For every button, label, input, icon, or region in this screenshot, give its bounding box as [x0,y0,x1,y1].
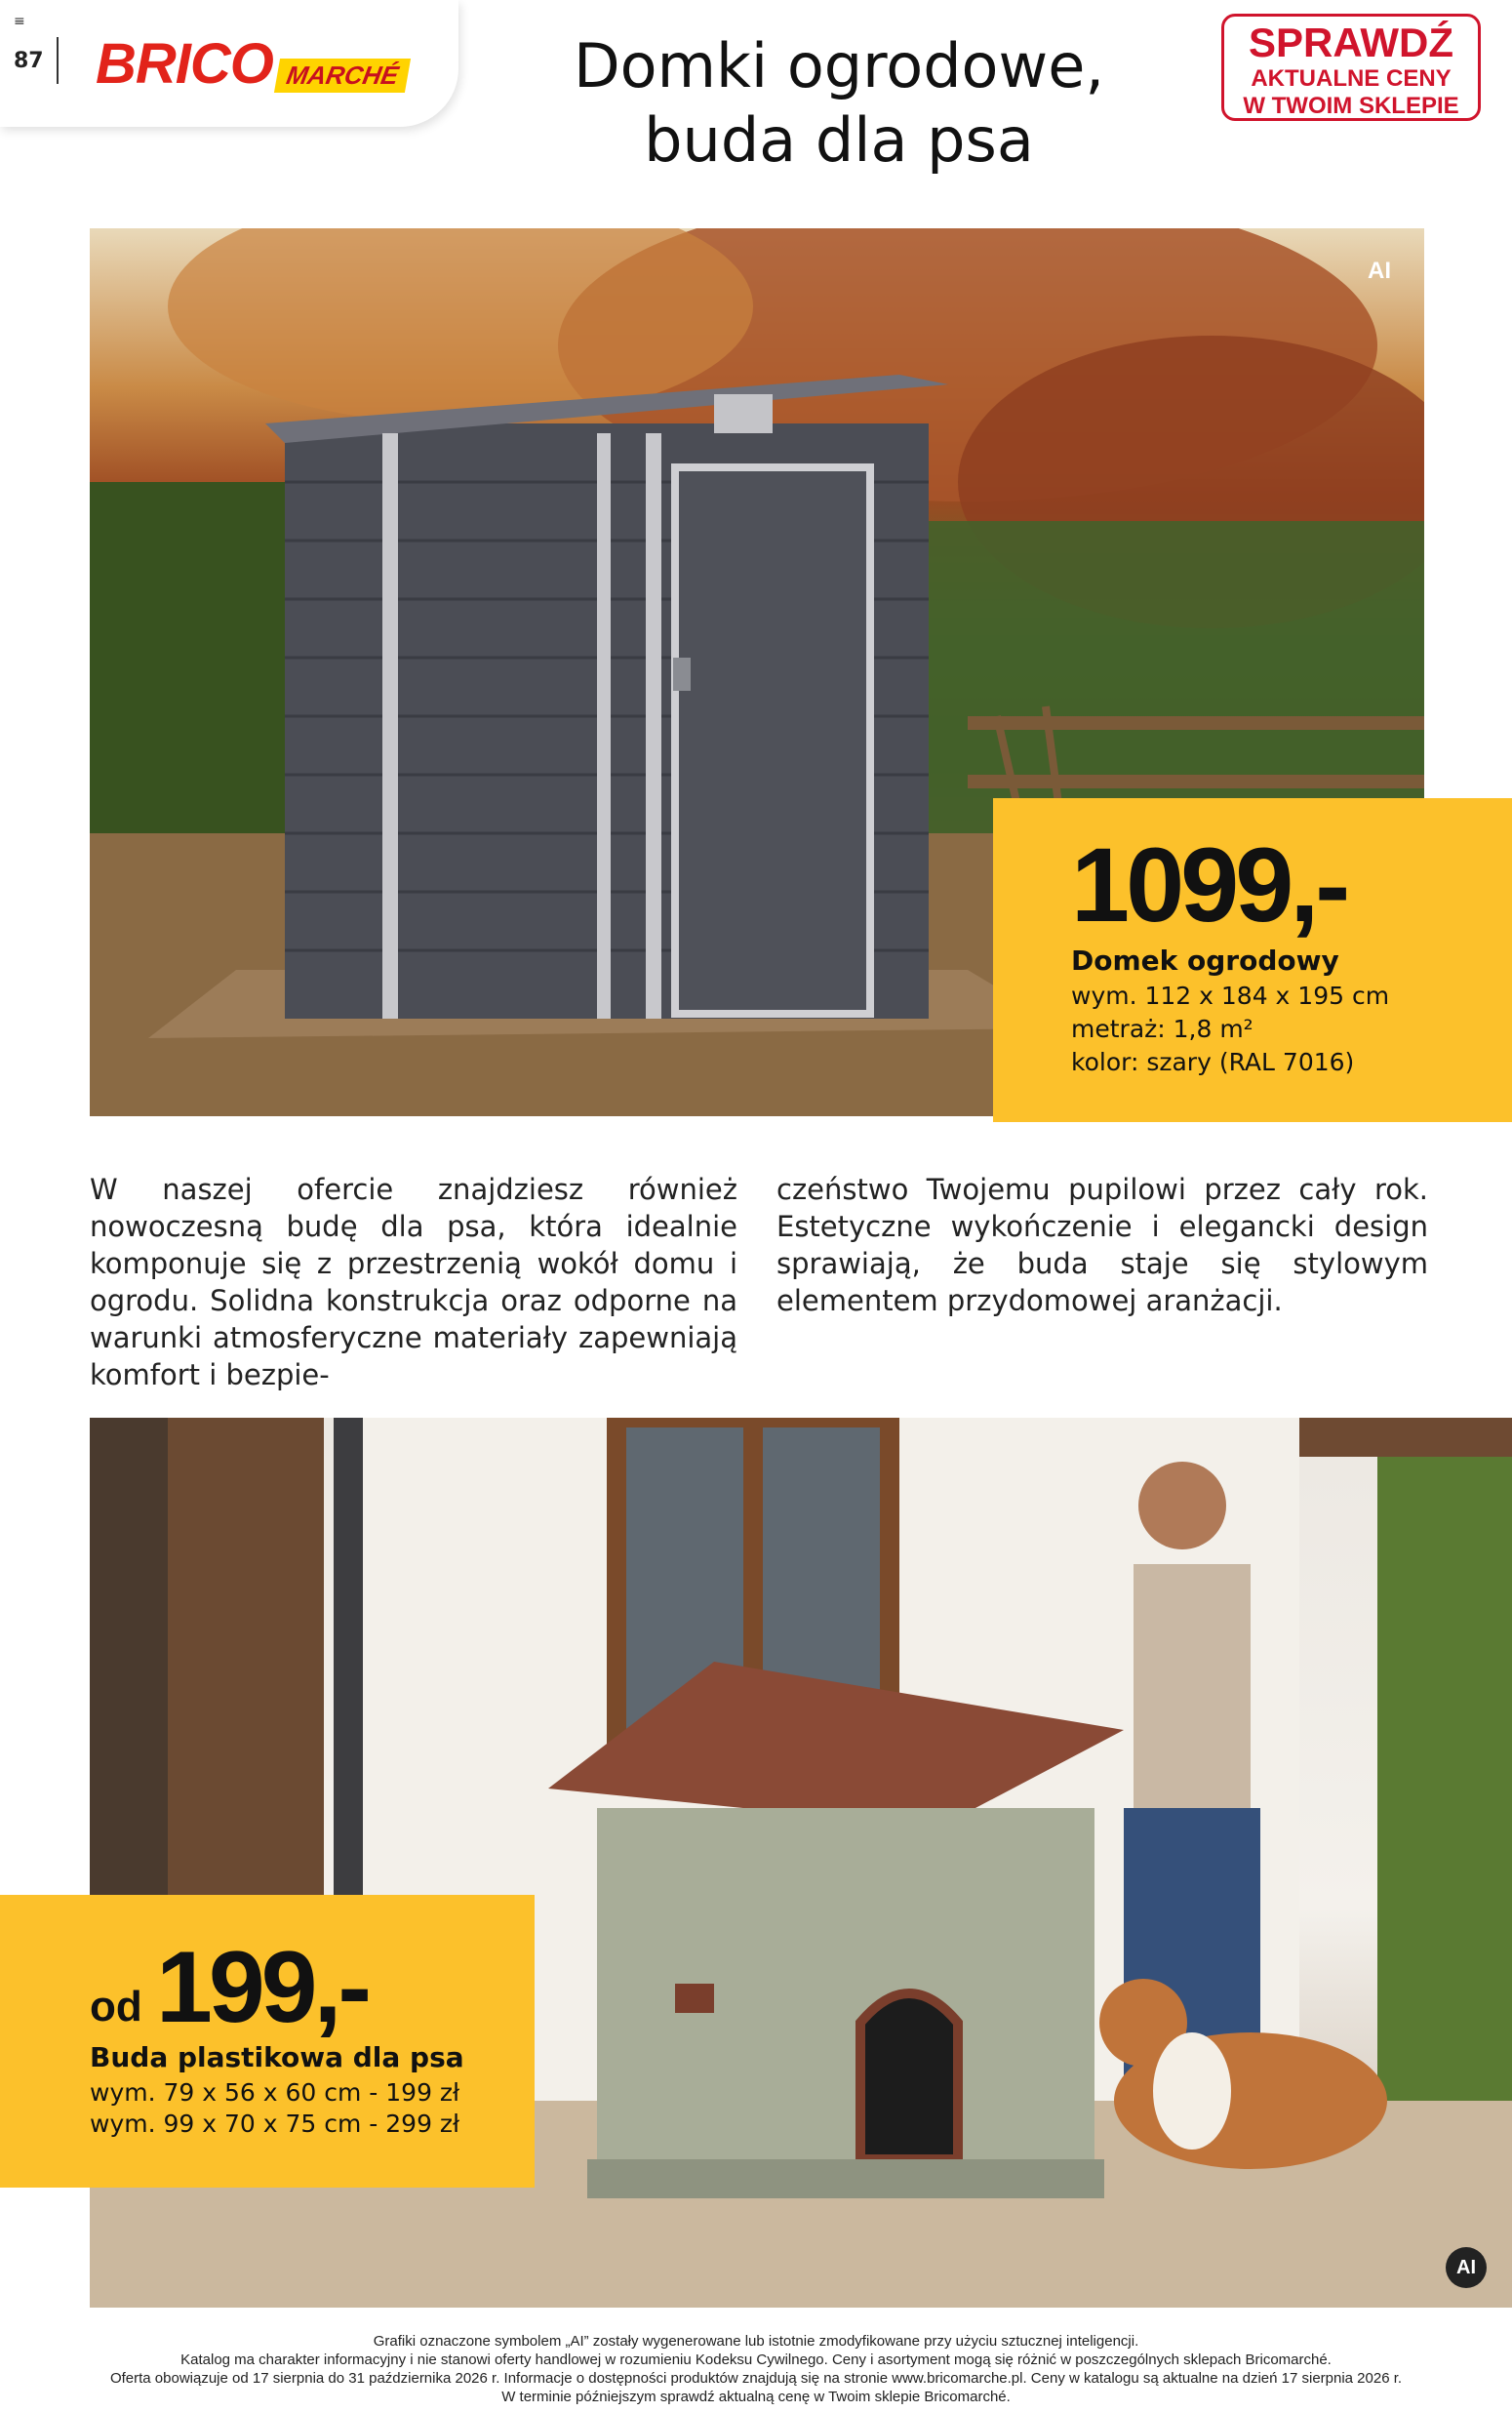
shed-price-box [993,798,1512,1122]
shed-price: 1099,- [1071,825,1347,944]
header-divider [57,37,59,84]
footer-line-offer: Oferta obowiązuje od 17 sierpnia do 31 października 2026 r. Informacje o dostępności produktów znajdują się na stronie www.bricomarche.pl. Ceny w katalogu są aktualne na dzień 17 sierpnia 2026 r. [109,2370,1403,2387]
page-number: 87 [14,49,44,73]
dog-house-product-name: Buda plastikowa dla psa [90,2041,464,2073]
page-title-line2: buda dla psa [644,104,1034,176]
footer-line-check-price: W terminie późniejszym sprawdź aktualną cenę w Twoim sklepie Bricomarché. [501,2389,1011,2405]
page-title [527,29,1151,178]
footer-line-catalog: Katalog ma charakter informacyjny i nie stanowi oferty handlowej w rozumieniu Kodeksu Cywilnego. Ceny i asortyment mogą się różnić w poszczególnych sklepach Bricomarché. [180,2352,1332,2368]
shed-spec-dimensions: wym. 112 x 184 x 195 cm [1071,982,1390,1010]
check-prices-badge [1221,14,1481,121]
price-prefix-od: od [90,1983,142,2030]
dog-house-spec-large: wym. 99 x 70 x 75 cm - 299 zł [90,2110,460,2138]
shed-product-name: Domek ogrodowy [1071,945,1339,977]
shed-spec-area: metraż: 1,8 m² [1071,1015,1253,1043]
ai-badge-photo1: AI [1368,258,1391,284]
dog-house-price: 199,- [156,1931,369,2044]
check-badge-line2: AKTUALNE CENY [1251,65,1452,92]
page-title-line1: Domki ogrodowe, [573,30,1105,101]
shed-spec-color: kolor: szary (RAL 7016) [1071,1048,1355,1076]
menu-icon[interactable]: ≡ [14,14,25,29]
footer-line-ai: Grafiki oznaczone symbolem „AI” zostały wygenerowane lub istotnie zmodyfikowane przy użyciu sztucznej inteligencji. [373,2333,1139,2350]
dog-house-spec-small: wym. 79 x 56 x 60 cm - 199 zł [90,2078,460,2107]
bricomarche-logo[interactable] [96,31,408,100]
ai-badge-photo2: AI [1446,2247,1487,2288]
legal-footer [0,2332,1512,2406]
description-column-1: W naszej ofercie znajdziesz również nowoczesną budę dla psa, która idealnie komponuje się z przestrzenią wokół domu i ogrodu. Solidna konstrukcja oraz odporne na warunki atmosferyczne materiały zapewniają komfort i bezpie- [90,1173,737,1391]
check-badge-line1: SPRAWDŹ [1249,20,1453,65]
check-badge-line3: W TWOIM SKLEPIE [1243,93,1459,119]
logo-brico-text: BRICO [96,32,273,96]
logo-marche-text: MARCHÉ [274,59,411,93]
header-tab [0,0,458,127]
description-column-2: czeństwo Twojemu pupilowi przez cały rok. Estetyczne wykończenie i elegancki design sprawiają, że buda staje się stylowym elementem przydomowej aranżacji. [776,1173,1428,1317]
